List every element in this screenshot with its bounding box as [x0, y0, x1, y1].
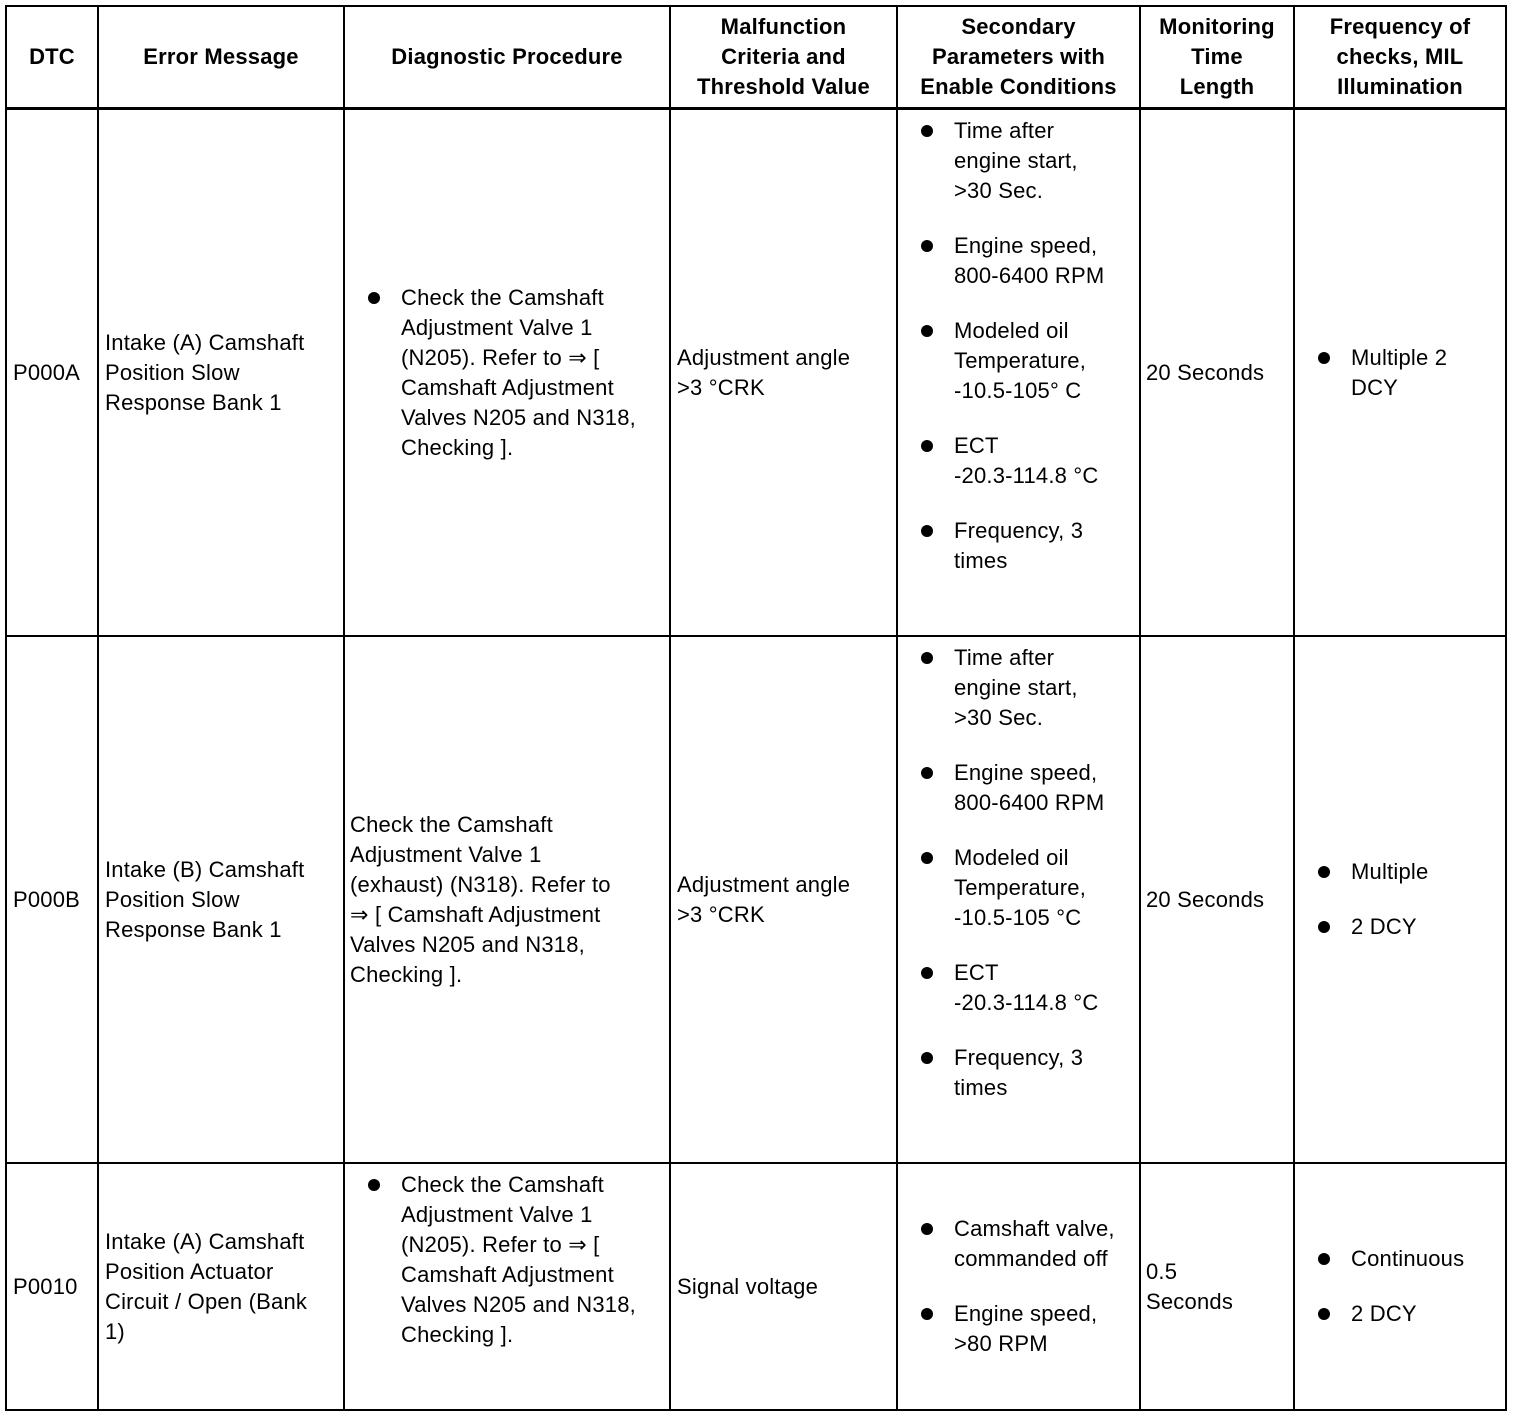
secondary-parameter: Modeled oil Temperature, -10.5-105° C — [918, 316, 1139, 406]
frequency-bullet: Multiple 2 DCY — [1315, 343, 1505, 403]
malfunction-criteria: Signal voltage — [677, 1273, 819, 1299]
diagnostic-procedure — [345, 110, 669, 635]
secondary-parameter: ECT -20.3-114.8 °C — [918, 431, 1139, 491]
dtc-code: P000A — [13, 359, 81, 385]
secondary-parameter: Frequency, 3 times — [918, 516, 1139, 576]
header-frequency-mil: Frequency of checks, MIL Illumination — [1329, 14, 1471, 99]
procedure-bullet: Check the Camshaft Adjustment Valve 1 (N205). Refer to ⇒ [ Camshaft Adjustment Valves N205 and N318, Checking ]. — [365, 1170, 667, 1350]
diagnostic-procedure: Check the Camshaft Adjustment Valve 1 (exhaust) (N318). Refer to ⇒ [ Camshaft Adjustment Valves N205 and N318, Checking ]. — [350, 811, 611, 987]
secondary-parameter: Time after engine start, >30 Sec. — [918, 643, 1139, 733]
secondary-parameter: Time after engine start, >30 Sec. — [918, 116, 1139, 206]
malfunction-criteria: Adjustment angle >3 °CRK — [677, 871, 851, 927]
header-diagnostic-procedure: Diagnostic Procedure — [391, 44, 623, 69]
frequency-mil — [1295, 110, 1505, 635]
secondary-parameter: Engine speed, 800-6400 RPM — [918, 758, 1139, 818]
secondary-parameter: Camshaft valve, commanded off — [918, 1214, 1139, 1274]
frequency-bullet: 2 DCY — [1315, 912, 1505, 942]
monitoring-time: 0.5 Seconds — [1146, 1258, 1234, 1314]
monitoring-time: 20 Seconds — [1146, 359, 1265, 385]
secondary-parameter: Frequency, 3 times — [918, 1043, 1139, 1103]
header-monitoring-time: Monitoring Time Length — [1159, 14, 1275, 99]
secondary-parameter: Modeled oil Temperature, -10.5-105 °C — [918, 843, 1139, 933]
malfunction-criteria: Adjustment angle >3 °CRK — [677, 344, 851, 400]
secondary-parameters — [898, 1164, 1139, 1409]
secondary-parameter: ECT -20.3-114.8 °C — [918, 958, 1139, 1018]
diagnostic-procedure — [345, 1164, 669, 1409]
header-dtc: DTC — [29, 44, 75, 69]
header-malfunction-criteria: Malfunction Criteria and Threshold Value — [697, 14, 870, 99]
secondary-parameters — [898, 110, 1139, 635]
procedure-bullet: Check the Camshaft Adjustment Valve 1 (N205). Refer to ⇒ [ Camshaft Adjustment Valves N205 and N318, Checking ]. — [365, 283, 667, 463]
frequency-bullet: 2 DCY — [1315, 1299, 1505, 1329]
dtc-code: P000B — [13, 886, 81, 912]
secondary-parameters — [898, 637, 1139, 1162]
header-error-message: Error Message — [143, 44, 299, 69]
frequency-mil — [1295, 637, 1505, 1162]
frequency-bullet: Multiple — [1315, 857, 1505, 887]
secondary-parameter: Engine speed, >80 RPM — [918, 1299, 1139, 1359]
dtc-code: P0010 — [13, 1273, 78, 1299]
error-message: Intake (B) Camshaft Position Slow Response Bank 1 — [105, 856, 305, 942]
frequency-bullet: Continuous — [1315, 1244, 1505, 1274]
monitoring-time: 20 Seconds — [1146, 886, 1265, 912]
secondary-parameter: Engine speed, 800-6400 RPM — [918, 231, 1139, 291]
error-message: Intake (A) Camshaft Position Slow Response Bank 1 — [105, 329, 305, 415]
error-message: Intake (A) Camshaft Position Actuator Circuit / Open (Bank 1) — [105, 1228, 308, 1344]
header-secondary-parameters: Secondary Parameters with Enable Conditions — [920, 14, 1117, 99]
frequency-mil — [1295, 1164, 1505, 1409]
